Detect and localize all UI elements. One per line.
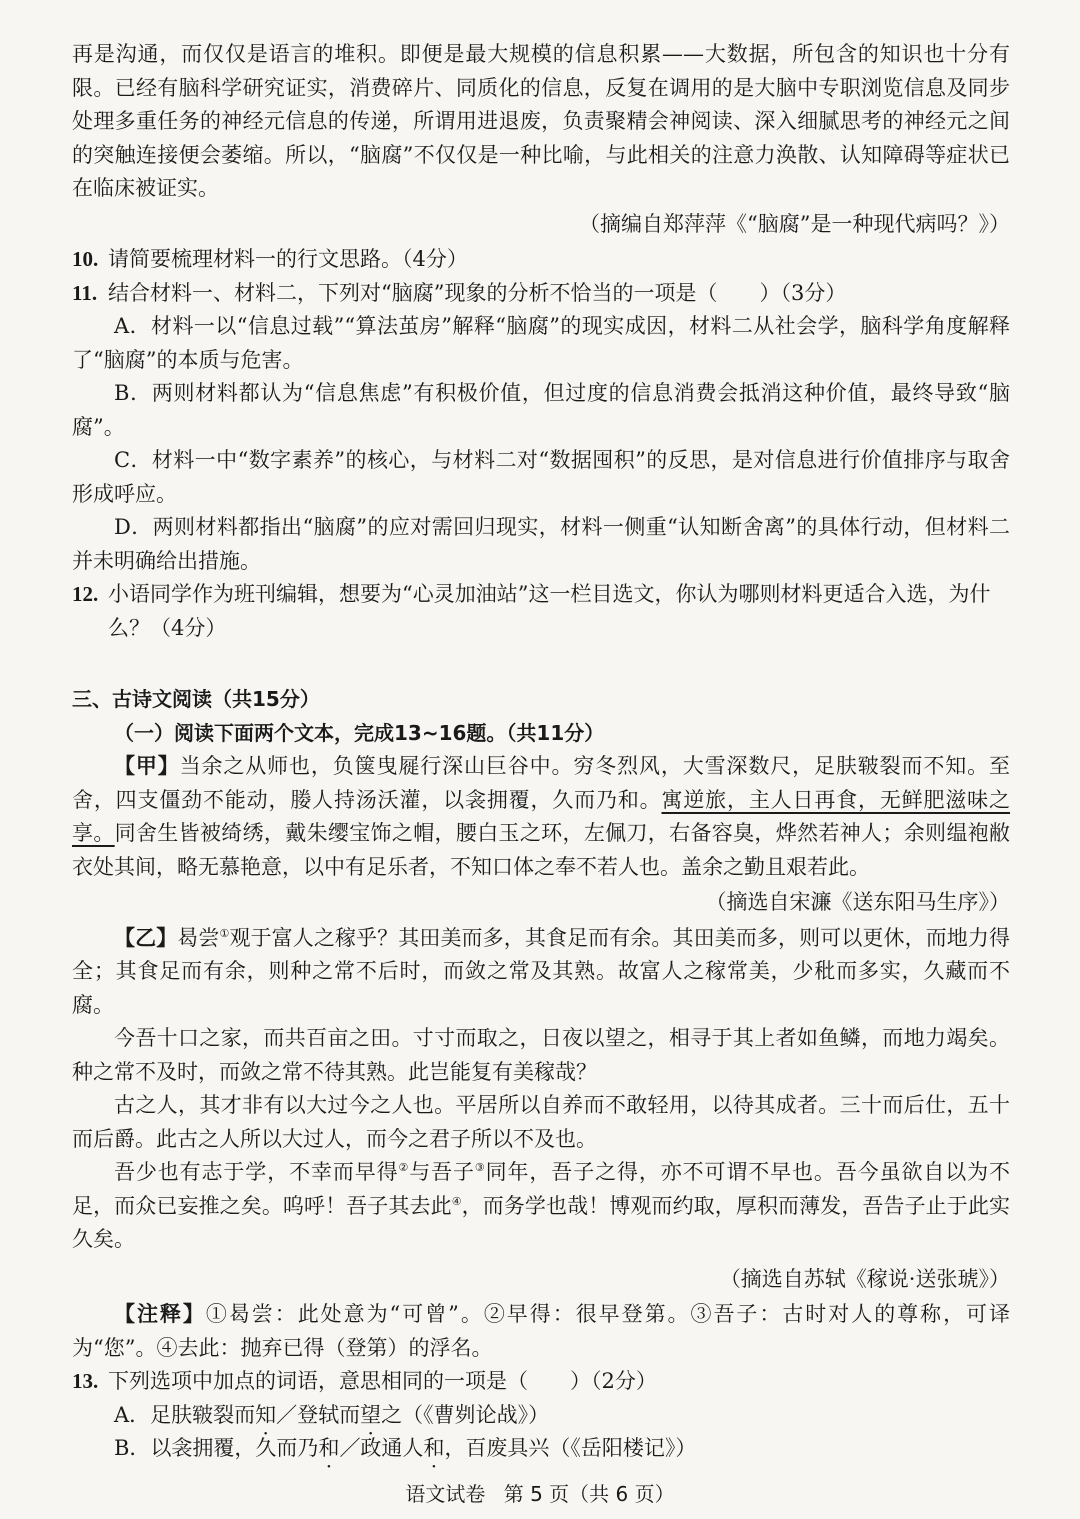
footnote-marker: ③ [474,1161,486,1174]
q11-option-a: A．材料一以“信息过载”“算法茧房”解释“脑腐”的现实成因，材料二从社会学，脑科学角度解释了“脑腐”的本质与危害。 [72,314,1010,372]
q13-option-a [72,1399,1010,1433]
intro-source: （摘编自郑萍萍《“脑腐”是一种现代病吗？》） [579,211,1010,236]
question-number: 13. [72,1369,99,1393]
text-segment: 以衾拥覆，久而乃 [150,1436,319,1460]
question-text: 请简要梳理材料一的行文思路。（4分） [108,247,468,271]
q11-option-d: D．两则材料都指出“脑腐”的应对需回归现实，材料一侧重“认知断舍离”的具体行动，但材料二并未明确给出措施。 [72,515,1010,573]
q11-option-b: B．两则材料都认为“信息焦虑”有积极价值，但过度的信息消费会抵消这种价值，最终导致“脑腐”。 [72,381,1010,439]
intro-paragraph: 再是沟通，而仅仅是语言的堆积。即便是最大规模的信息积累——大数据，所包含的知识也十分有限。已经有脑科学研究证实，消费碎片、同质化的信息，反复在调用的是大脑中专职浏览信息及同步处理多重任务的神经元信息的传递，所谓用进退废，负责聚精会神阅读、深入细腻思考的神经元之间的突触连接便会萎缩。所以，“脑腐”不仅仅是一种比喻，与此相关的注意力涣散、认知障碍等症状已在临床被证实。 [72,42,1010,200]
question-12 [72,578,1010,645]
underlined-sentence: 寓逆旅，主人日再食，无鲜肥滋味之享。 [72,787,1010,845]
dotted-word: 知 [255,1402,277,1427]
jia-source: （摘选自宋濂《送东阳马生序》） [705,890,1010,914]
text-tag: 【乙】 [114,925,178,950]
footer-subject: 语文试卷 [405,1482,486,1506]
option-label: B． [114,1436,151,1460]
text-yi-paragraph-3: 古之人，其才非有以大过今之人也。平居所以自养而不敢轻用，以待其成者。三十而后仕，五十而后爵。此古之人所以大过人，而今之君子所以不及也。 [72,1093,1010,1151]
annotation-tag: 【注释】 [114,1302,206,1326]
question-text: 小语同学作为班刊编辑，想要为“心灵加油站”这一栏目选文，你认为哪则材料更适合入选，为什么？（4分） [108,582,991,640]
q13-option-b [72,1432,1010,1466]
text-segment: 当余之从师也，负箧曳屣行深山巨谷中。穷冬烈风，大雪深数尺，足肤皲裂而不知。至舍，四支僵劲不能动，媵人持汤沃灌，以衾拥覆，久而乃和。 [72,754,1010,812]
section-heading: 三、古诗文阅读（共15分） [72,687,320,711]
text-yi-paragraph-1 [72,922,1010,1023]
annotation-text: ①曷尝：此处意为“可曾”。②早得：很早登第。③吾子：古时对人的尊称，可译为“您”。④去此：抛弃已得（登第）的浮名。 [72,1302,1011,1360]
text-segment: 观于富人之稼乎？其田美而多，其食足而有余。其田美而多，则可以更休，而地力得全；其食足而有余，则种之常不后时，而敛之常及其熟。故富人之稼常美，少秕而多实，久藏而不腐。 [72,925,1011,1017]
text-jia [72,750,1010,884]
footnote-marker: ④ [451,1194,462,1208]
footer-page-number: 第 5 页（共 6 页） [503,1482,675,1506]
footnote-marker: ① [219,926,230,940]
question-text: 下列选项中加点的词语，意思相同的一项是（ ）（2分） [108,1369,657,1393]
text-segment: 同舍生皆被绮绣，戴朱缨宝饰之帽，腰白玉之环，左佩刀，右备容臭，烨然若神人；余则缊袍敝衣处其间，略无慕艳意，以中有足乐者，不知口体之奉不若人也。盖余之勤且艰若此。 [72,821,1011,879]
yi-source: （摘选自苏轼《稼说·送张琥》） [719,1266,1010,1291]
dotted-word: 和 [423,1436,445,1460]
question-number: 11. [72,280,98,305]
text-segment: 足肤皲裂而 [150,1402,256,1427]
text-segment: 吾少也有志于学，不幸而早得 [114,1160,399,1184]
dotted-word: 和 [318,1436,340,1460]
text-segment: ／登轼而 [276,1402,361,1427]
text-yi-paragraph-4 [72,1156,1010,1257]
option-label: A． [114,1402,151,1427]
text-segment: 之（《曹刿论战》） [381,1402,550,1427]
question-text: 结合材料一、材料二，下列对“脑腐”现象的分析不恰当的一项是（ ）（3分） [108,280,847,305]
text-tag: 【甲】 [114,754,180,778]
q11-option-c: C．材料一中“数字素养”的核心，与材料二对“数据囤积”的反思，是对信息进行价值排序与取舍形成呼应。 [72,448,1010,506]
question-13 [72,1365,1010,1399]
page-footer [0,1478,1080,1512]
question-10 [72,243,1010,277]
text-segment: ，百废具兴（《岳阳楼记》） [444,1436,697,1460]
text-yi-paragraph-2: 今吾十口之家，而共百亩之田。寸寸而取之，日夜以望之，相寻于其上者如鱼鳞，而地力竭矣。种之常不及时，而敛之常不待其熟。此岂能复有美稼哉？ [72,1026,1010,1084]
text-segment: ／政通人 [339,1436,424,1460]
text-segment: 同年，吾子之得，亦不可谓不早也。吾今虽欲自以为不足，而众已妄推之矣。呜呼！吾子其去此 [72,1160,1010,1218]
subsection-heading: （一）阅读下面两个文本，完成13~16题。（共11分） [114,720,605,745]
question-number: 12. [72,582,99,606]
question-number: 10. [72,247,99,271]
text-segment: 与吾子 [409,1160,475,1184]
dotted-word: 望 [360,1402,382,1427]
annotations [72,1298,1010,1365]
text-segment: ，而务学也哉！博观而约取，厚积而薄发，吾告子止于此实久矣。 [72,1193,1010,1251]
text-segment: 曷尝 [177,925,220,950]
question-11 [72,277,1010,311]
footnote-marker: ② [398,1161,410,1174]
